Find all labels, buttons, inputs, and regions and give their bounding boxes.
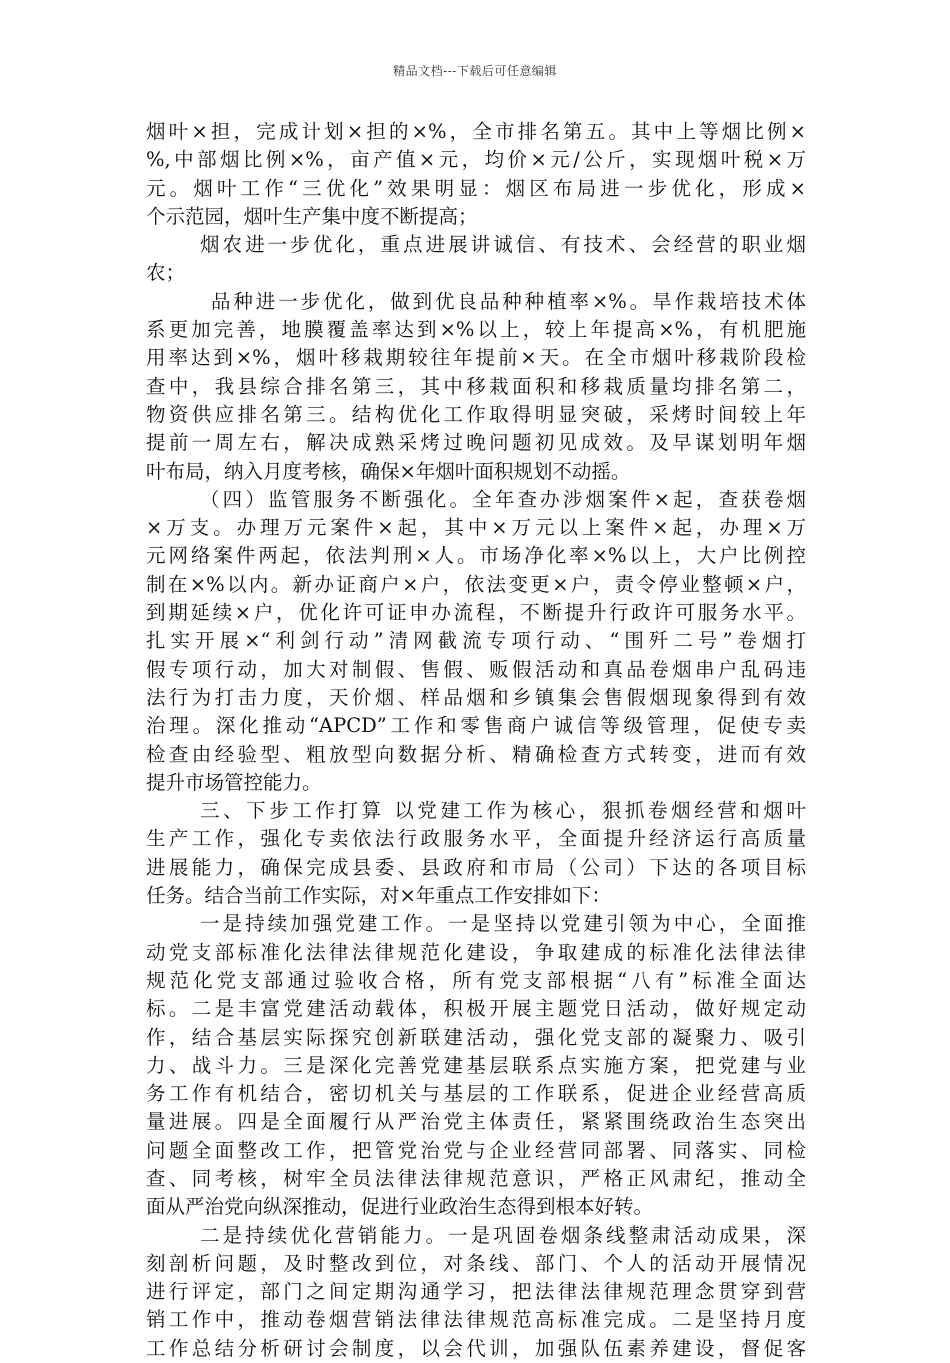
text-line: 标。二是丰富党建活动载体，积极开展主题党日活动，做好规定动: [146, 997, 806, 1021]
text-line: 假专项行动，加大对制假、售假、贩假活动和真品卷烟串户乱码违: [146, 657, 806, 681]
text-line: 个示范园，烟叶生产集中度不断提高；: [146, 204, 478, 228]
text-line: 生产工作，强化专卖依法行政服务水平，全面提升经济运行高质量: [146, 827, 806, 851]
text-line: 问题全面整改工作，把管党治党与企业经营同部署、同落实、同检: [146, 1138, 806, 1162]
text-line: 系更加完善，地膜覆盖率达到×%以上，较上年提高×%，有机肥施: [146, 318, 806, 342]
text-line: 提升市场管控能力。: [146, 770, 322, 794]
text-line: 提前一周左右，解决成熟采烤过晚问题初见成效。及早谋划明年烟: [146, 431, 806, 455]
text-line: 进行评定，部门之间定期沟通学习，把法律法律规范理念贯穿到营: [146, 1280, 806, 1304]
text-line: 烟农进一步优化，重点进展讲诚信、有技术、会经营的职业烟: [200, 233, 806, 257]
text-line: 元网络案件两起，依法判刑×人。市场净化率×%以上，大户比例控: [146, 544, 806, 568]
text-line: ×万支。办理万元案件×起，其中×万元以上案件×起，办理×万: [146, 516, 806, 540]
text-line: 制在×%以内。新办证商户×户，依法变更×户，责令停业整顿×户，: [146, 572, 806, 596]
text-line: 刻剖析问题，及时整改到位，对条线、部门、个人的活动开展情况: [146, 1251, 806, 1275]
text-line: 一是持续加强党建工作。一是坚持以党建引领为中心，全面推: [200, 912, 806, 936]
text-line: （四）监管服务不断强化。全年查办涉烟案件×起，查获卷烟: [200, 487, 806, 511]
text-line: 力、战斗力。三是深化完善党建基层联系点实施方案，把党建与业: [146, 1053, 806, 1077]
text-line: 任务。结合当前工作实际，对×年重点工作安排如下：: [146, 884, 611, 908]
text-line: 查中，我县综合排名第三，其中移栽面积和移栽质量均排名第二，: [146, 374, 806, 398]
text-line: 治理。深化推动“APCD”工作和零售商户诚信等级管理，促使专卖: [146, 714, 806, 738]
text-line: 物资供应排名第三。结构优化工作取得明显突破，采烤时间较上年: [146, 402, 806, 426]
text-line: 三、下步工作打算 以党建工作为核心，狠抓卷烟经营和烟叶: [200, 799, 806, 823]
text-line: 作，结合基层实际探究创新联建活动，强化党支部的凝聚力、吸引: [146, 1025, 806, 1049]
text-line: 面从严治党向纵深推动，促进行业政治生态得到根本好转。: [146, 1195, 654, 1219]
text-line: 元。烟叶工作“三优化”效果明显：烟区布局进一步优化，形成×: [146, 176, 806, 200]
text-line: 进展能力，确保完成县委、县政府和市局（公司）下达的各项目标: [146, 855, 806, 879]
text-line: 到期延续×户，优化许可证申办流程，不断提升行政许可服务水平。: [146, 601, 806, 625]
text-line: 法行为打击力度，天价烟、样品烟和乡镇集会售假烟现象得到有效: [146, 685, 806, 709]
text-line: 动党支部标准化法律法律规范化建设，争取建成的标准化法律法律: [146, 940, 806, 964]
text-line: 二是持续优化营销能力。一是巩固卷烟条线整肃活动成果，深: [200, 1223, 806, 1247]
text-line: 叶布局，纳入月度考核，确保×年烟叶面积规划不动摇。: [146, 459, 631, 483]
text-line: 扎实开展×“利剑行动”清网截流专项行动、“围歼二号”卷烟打: [146, 629, 806, 653]
text-line: 烟叶×担，完成计划×担的×%，全市排名第五。其中上等烟比例×: [146, 120, 806, 143]
document-body: [146, 118, 806, 1363]
text-line: 品种进一步优化，做到优良品种种植率×%。旱作栽培技术体: [211, 289, 806, 313]
text-line: 量进展。四是全面履行从严治党主体责任，紧紧围绕政治生态突出: [146, 1110, 806, 1134]
text-line: 查、同考核，树牢全员法律法律规范意识，严格正风肃纪，推动全: [146, 1166, 806, 1190]
text-line: 规范化党支部通过验收合格，所有党支部根据“八有”标准全面达: [146, 968, 806, 992]
text-line: 销工作中，推动卷烟营销法律法律规范高标准完成。二是坚持月度: [146, 1308, 806, 1332]
page-header: 精品文档---下载后可任意编辑: [393, 64, 557, 78]
text-line: 农；: [146, 261, 186, 285]
text-line: 务工作有机结合，密切机关与基层的工作联系，促进企业经营高质: [146, 1082, 806, 1106]
text-line: %,中部烟比例×%，亩产值×元，均价×元/公斤，实现烟叶税×万: [146, 148, 806, 172]
text-line: 检查由经验型、粗放型向数据分析、精确检查方式转变，进而有效: [146, 742, 806, 766]
text-line: 用率达到×%，烟叶移栽期较往年提前×天。在全市烟叶移栽阶段检: [146, 346, 806, 370]
text-line: 工作总结分析研讨会制度，以会代训，加强队伍素养建设，督促客: [146, 1336, 806, 1360]
